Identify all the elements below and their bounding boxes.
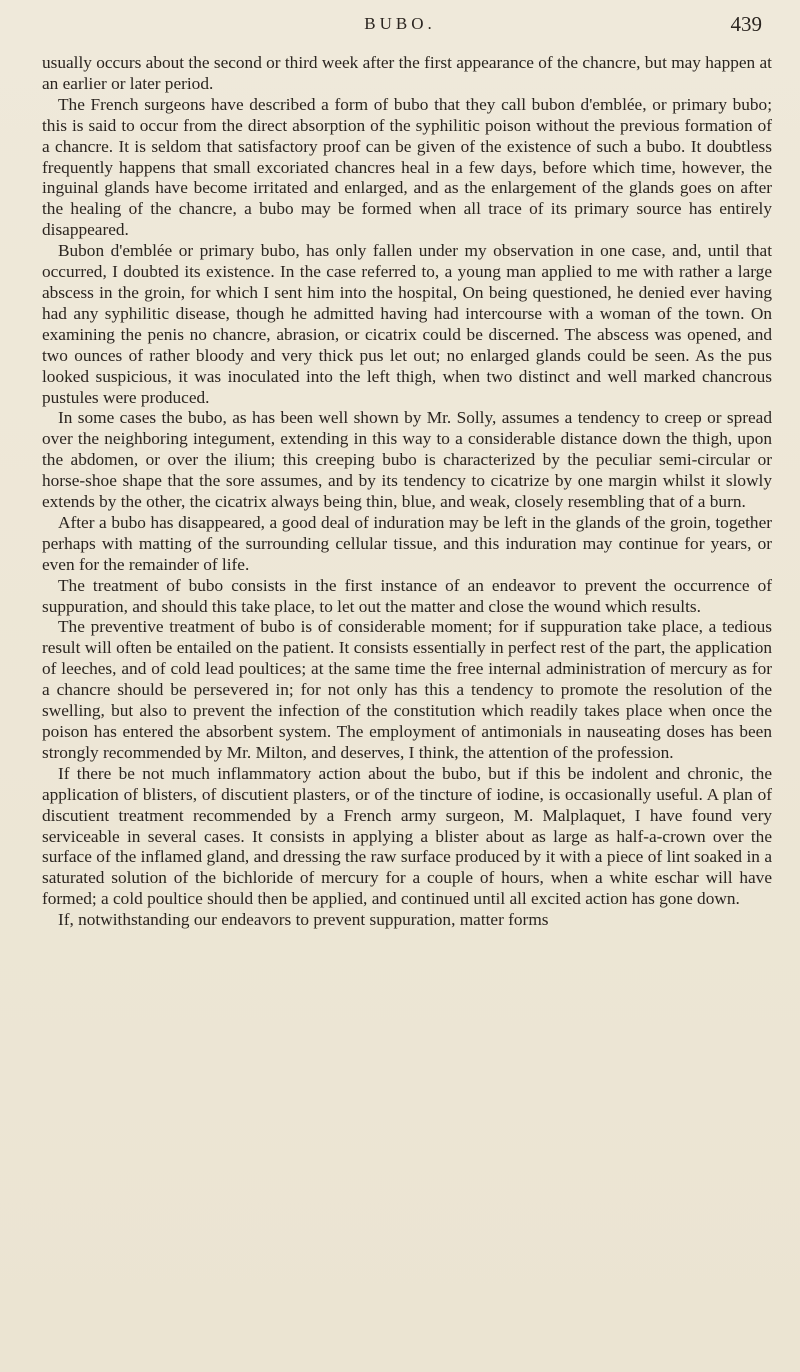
paragraph-discutient-treatment: If there be not much inflammatory action about the bubo, but if this be indolent and chronic, the application of blisters, of discutient plasters, or of the tincture of iodine, is occasionally useful. A plan of discutient treatment recommended by a French army surgeon, M. Malplaquet, I have found very serviceable in several cases. It consists in applying a blister about as large as half-a-crown over the surface of the inflamed gland, and dressing the raw surface produced by it with a piece of lint soaked in a saturated solution of the bichloride of mercury for a couple of hours, when a white eschar will have formed; a cold poultice should then be applied, and continued until all excited action has gone down.	[42, 763, 772, 909]
paragraph-continuation: usually occurs about the second or third week after the first appearance of the chancre, but may happen at an earlier or later period.	[42, 53, 772, 93]
paragraph-suppuration: If, notwithstanding our endeavors to prevent suppuration, matter forms	[58, 910, 549, 930]
paragraph-induration: After a bubo has disappeared, a good deal of induration may be left in the glands of the groin, together perhaps with matting of the surrounding cellular tissue, and this induration may continue for years, or even for the remainder of life.	[42, 512, 772, 574]
paragraph-creeping-bubo: In some cases the bubo, as has been well shown by Mr. Solly, assumes a tendency to creep or spread over the neighboring integument, extending in this way to a considerable distance down the thigh, upon the abdomen, or over the ilium; this creeping bubo is characterized by the peculiar semi-circular or horse-shoe shape that the sore assumes, and by its tendency to cicatrize by one margin whilst it slowly extends by the other, the cicatrix always being thin, blue, and weak, closely resembling that of a burn.	[42, 408, 772, 512]
paragraph-bubon-demblee-case: Bubon d'emblée or primary bubo, has only fallen under my observation in one case, and, until that occurred, I doubted its existence. In the case referred to, a young man applied to me with rather a large abscess in the groin, for which I sent him into the hospital, On being questioned, he denied ever having had any syphilitic disease, though he admitted having had intercourse with a woman of the town. On examining the penis no chancre, abrasion, or cicatrix could be discerned. The abscess was opened, and two ounces of rather bloody and very thick pus let out; no enlarged glands could be seen. As the pus looked suspicious, it was inoculated into the left thigh, when two distinct and well marked chancrous pustules were produced.	[42, 241, 772, 407]
paragraph-treatment: The treatment of bubo consists in the first instance of an endeavor to prevent the occurrence of suppuration, and should this take place, to let out the matter and close the wound which results.	[42, 575, 772, 616]
page-number: 439	[730, 12, 762, 36]
paragraph-preventive-treatment: The preventive treatment of bubo is of considerable moment; for if suppuration take place, a tedious result will often be entailed on the patient. It consists essentially in perfect rest of the part, the application of leeches, and of cold lead poultices; at the same time the free internal administration of mercury as for a chancre should be persevered in; for not only has this a tendency to promote the resolution of the swelling, but also to prevent the infection of the constitution which readily takes place when once the poison has entered the absorbent system. The employment of antimonials in nauseating doses has been strongly recommended by Mr. Milton, and deserves, I think, the attention of the profession.	[42, 617, 772, 762]
running-head	[0, 12, 800, 42]
paragraph-bubon-demblee-description: The French surgeons have described a form of bubo that they call bubon d'emblée, or primary bubo; this is said to occur from the direct absorption of the syphilitic poison without the previous formation of a chancre. It is seldom that satisfactory proof can be given of the existence of such a bubo. It doubtless frequently happens that small excoriated chancres heal in a few days, before which time, however, the inguinal glands have become irritated and enlarged, and as the enlargement of the glands goes on after the healing of the chancre, a bubo may be formed when all trace of its primary source has entirely disappeared.	[42, 94, 772, 240]
running-head-title: BUBO.	[364, 14, 436, 33]
body-text	[42, 53, 772, 931]
